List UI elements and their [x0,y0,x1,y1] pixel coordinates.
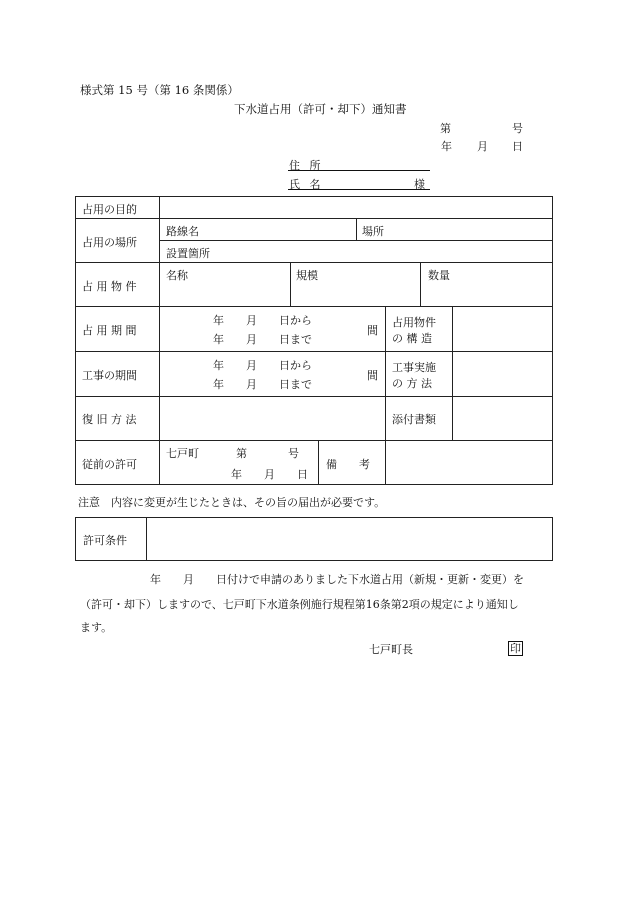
period-from: 年 月 日から [213,314,312,327]
prior-date: 年 月 日 [231,468,308,481]
date-year: 年 [441,140,452,153]
install-label: 設置箇所 [166,247,210,260]
method-label-1: 工事実施 [392,361,436,374]
work-suffix: 間 [367,369,378,382]
attach-label: 添付書類 [392,413,436,426]
prior-no-prefix: 第 [236,447,247,460]
object-label: 占 用 物 件 [82,280,137,293]
work-period-label: 工事の期間 [82,369,137,382]
prior-no-suffix: 号 [288,447,299,460]
remarks-label: 備 考 [326,458,370,471]
object-scale-label: 規模 [296,269,318,282]
object-qty-label: 数量 [428,269,450,282]
doc-no-suffix: 号 [512,122,523,135]
form-number: 様式第 15 号（第 16 条関係） [80,83,239,97]
period-to: 年 月 日まで [213,333,312,346]
object-name-label: 名称 [166,269,188,282]
location-label: 占用の場所 [82,236,137,249]
route-label: 路線名 [166,225,199,238]
honorific: 様 [414,178,425,191]
seal-mark: 印 [510,642,521,655]
body-line-3: ます。 [80,621,113,634]
work-from: 年 月 日から [213,359,312,372]
date-month: 月 [477,140,488,153]
structure-label-2: の 構 造 [392,332,432,345]
name-label: 氏 名 [289,178,324,191]
period-label: 占 用 期 間 [82,324,137,337]
period-suffix: 間 [367,324,378,337]
note-text: 注意 内容に変更が生じたときは、その旨の届出が必要です。 [78,496,386,509]
prior-label: 従前の許可 [82,458,137,471]
work-to: 年 月 日まで [213,378,312,391]
page-title: 下水道占用（許可・却下）通知書 [234,102,407,116]
body-line-2: （許可・却下）しますので、七戸町下水道条例施行規程第16条第2項の規定により通知し [80,598,519,611]
method-label-2: の 方 法 [392,377,432,390]
conditions-label: 許可条件 [83,534,127,547]
name-line [288,189,430,190]
prior-town: 七戸町 [166,447,199,460]
address-line [288,170,430,171]
body-line-1: 年 月 日付けで申請のありました下水道占用（新規・更新・変更）を [150,573,524,586]
purpose-label: 占用の目的 [82,203,137,216]
address-label: 住 所 [289,159,324,172]
mayor-signature: 七戸町長 [369,643,413,656]
structure-label-1: 占用物件 [392,316,436,329]
date-day: 日 [512,140,523,153]
place-label: 場所 [362,225,384,238]
restore-label: 復 旧 方 法 [82,413,137,426]
doc-no-prefix: 第 [440,122,451,135]
